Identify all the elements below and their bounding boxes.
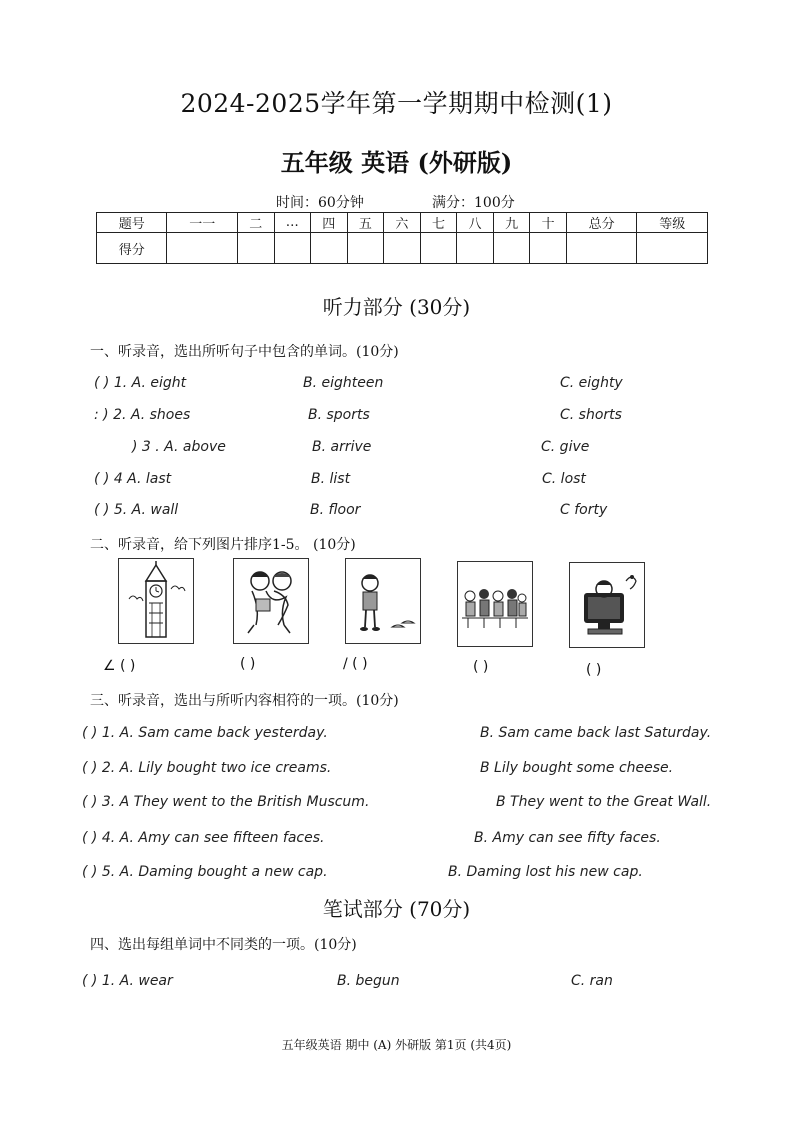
picture-1-answer[interactable]: ∠ ( ) (103, 658, 136, 674)
page-footer: 五年级英语 期中 (A) 外研版 第1页 (共4页) (281, 1038, 512, 1052)
kids-hugging-icon (233, 558, 309, 644)
score-table-header-row (97, 213, 708, 233)
question-1-1-b[interactable]: B. eighteen (303, 375, 384, 391)
score-cell: 十 (530, 213, 567, 233)
picture-3-answer[interactable]: / ( ) (343, 656, 368, 672)
question-3-3-a[interactable]: ( ) 3. A They went to the British Muscum. (82, 794, 370, 810)
question-1-1-a[interactable]: ( ) 1. A. eight (94, 375, 187, 391)
score-input-cell[interactable] (384, 233, 421, 264)
score-input-cell[interactable] (274, 233, 311, 264)
part1-heading: 一、听录音，选出所听句子中包含的单词。(10分) (90, 344, 399, 360)
score-cell: 四 (311, 213, 348, 233)
score-input-cell[interactable] (457, 233, 494, 264)
score-input-cell[interactable] (237, 233, 274, 264)
question-1-3-b[interactable]: B. arrive (312, 439, 372, 455)
question-4-1-c[interactable]: C. ran (571, 973, 613, 989)
children-group-icon (457, 561, 533, 647)
score-cell: 六 (384, 213, 421, 233)
exam-full-score: 满分：100分 (432, 195, 515, 211)
score-cell: … (274, 213, 311, 233)
question-1-1-c[interactable]: C. eighty (560, 375, 623, 391)
question-3-1-b[interactable]: B. Sam came back last Saturday. (480, 725, 712, 741)
part3-heading: 三、听录音，选出与所听内容相符的一项。(10分) (90, 693, 399, 709)
question-1-5-c[interactable]: C forty (560, 502, 608, 518)
score-row-label: 得分 (97, 233, 167, 264)
score-cell: 八 (457, 213, 494, 233)
score-table-score-row (97, 233, 708, 264)
score-cell: 二 (237, 213, 274, 233)
question-3-5-a[interactable]: ( ) 5. A. Daming bought a new cap. (82, 864, 328, 880)
question-3-5-b[interactable]: B. Daming lost his new cap. (448, 864, 643, 880)
question-1-4-c[interactable]: C. lost (542, 471, 586, 487)
question-1-2-a[interactable]: : ) 2. A. shoes (94, 407, 191, 423)
part2-heading: 二、听录音，给下列图片排序1-5。 (10分) (90, 537, 356, 553)
score-input-cell[interactable] (420, 233, 457, 264)
question-1-4-b[interactable]: B. list (311, 471, 351, 487)
question-1-4-a[interactable]: ( ) 4 A. last (94, 471, 172, 487)
picture-4-answer[interactable]: ( ) (473, 659, 489, 675)
writing-section-title: 笔试部分 (70分) (322, 897, 471, 921)
boy-with-shoes-icon (345, 558, 421, 644)
exam-subtitle: 五年级 英语 (外研版) (280, 148, 513, 177)
big-ben-icon (118, 558, 194, 644)
score-cell: 七 (420, 213, 457, 233)
score-input-cell[interactable] (566, 233, 636, 264)
score-cell: 题号 (97, 213, 167, 233)
question-1-2-c[interactable]: C. shorts (560, 407, 622, 423)
computer-game-icon (569, 562, 645, 648)
score-cell: 五 (347, 213, 384, 233)
question-3-1-a[interactable]: ( ) 1. A. Sam came back yesterday. (82, 725, 328, 741)
score-input-cell[interactable] (311, 233, 348, 264)
exam-time: 时间：60分钟 (276, 195, 364, 211)
score-cell: 九 (493, 213, 530, 233)
part4-heading: 四、选出每组单词中不同类的一项。(10分) (90, 937, 357, 953)
question-3-2-a[interactable]: ( ) 2. A. Lily bought two ice creams. (82, 760, 332, 776)
question-1-5-b[interactable]: B. floor (310, 502, 361, 518)
question-4-1-a[interactable]: ( ) 1. A. wear (82, 973, 173, 989)
exam-title: 2024-2025学年第一学期期中检测(1) (180, 89, 613, 118)
question-1-5-a[interactable]: ( ) 5. A. wall (94, 502, 179, 518)
question-4-1-b[interactable]: B. begun (337, 973, 400, 989)
picture-5-answer[interactable]: ( ) (586, 662, 602, 678)
question-1-3-a[interactable]: ) 3 . A. above (132, 439, 226, 455)
score-cell: 等级 (637, 213, 708, 233)
score-input-cell[interactable] (530, 233, 567, 264)
score-input-cell[interactable] (167, 233, 237, 264)
listening-section-title: 听力部分 (30分) (322, 295, 471, 319)
score-input-cell[interactable] (347, 233, 384, 264)
question-3-2-b[interactable]: B Lily bought some cheese. (480, 760, 674, 776)
question-1-2-b[interactable]: B. sports (308, 407, 370, 423)
question-3-4-b[interactable]: B. Amy can see fifty faces. (474, 830, 661, 846)
score-input-cell[interactable] (493, 233, 530, 264)
score-table (96, 212, 708, 264)
question-3-3-b[interactable]: B They went to the Great Wall. (496, 794, 712, 810)
picture-2-answer[interactable]: ( ) (240, 656, 256, 672)
question-3-4-a[interactable]: ( ) 4. A. Amy can see fifteen faces. (82, 830, 325, 846)
score-cell: 一一 (167, 213, 237, 233)
score-input-cell[interactable] (637, 233, 708, 264)
score-cell: 总分 (566, 213, 636, 233)
question-1-3-c[interactable]: C. give (541, 439, 590, 455)
